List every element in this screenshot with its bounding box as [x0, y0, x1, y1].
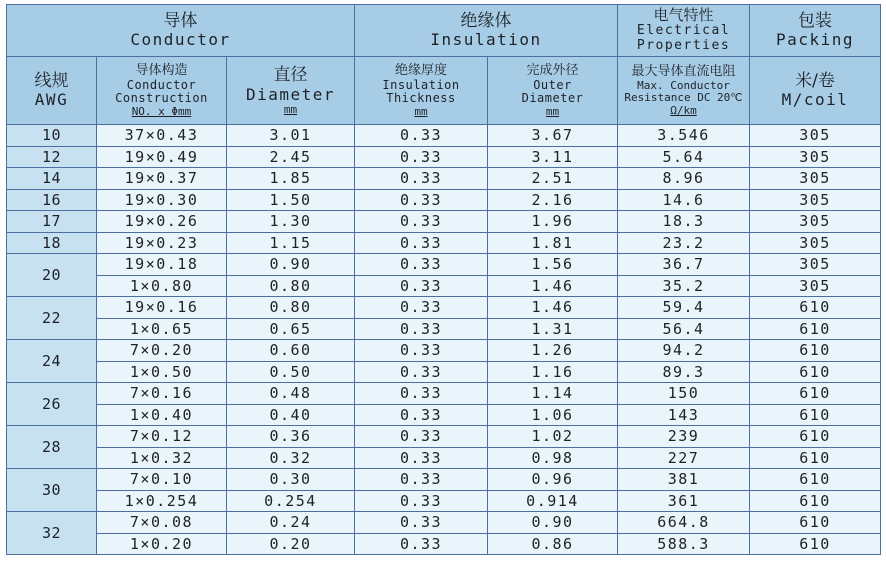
outer-cell: 1.56 [488, 254, 618, 276]
coil-header [750, 57, 881, 125]
construction-header [97, 57, 227, 125]
table-row [7, 254, 881, 276]
thickness-cell: 0.33 [355, 254, 488, 276]
outer-cell: 1.96 [488, 211, 618, 233]
outer-en1: Outer [533, 77, 572, 92]
thickness-cell: 0.33 [355, 340, 488, 362]
spec-body [7, 125, 881, 555]
diameter-cell: 0.36 [227, 426, 355, 448]
awg-cell: 26 [7, 383, 97, 426]
thickness-cell: 0.33 [355, 512, 488, 534]
resistance-cell: 361 [618, 490, 750, 512]
outer-cell: 1.02 [488, 426, 618, 448]
construction-en1: Conductor [126, 77, 197, 92]
resistance-en2: Resistance DC 20℃ [624, 91, 743, 105]
diameter-cell: 0.30 [227, 469, 355, 491]
resistance-cell: 5.64 [618, 146, 750, 168]
coil-cell: 610 [750, 361, 881, 383]
awg-cell: 10 [7, 125, 97, 147]
awg-cell: 16 [7, 189, 97, 211]
awg-cell: 17 [7, 211, 97, 233]
diameter-cell: 1.85 [227, 168, 355, 190]
outer-cell: 2.16 [488, 189, 618, 211]
resistance-cell: 18.3 [618, 211, 750, 233]
diameter-cn: 直径 [273, 65, 308, 86]
construction-cn: 导体构造 [135, 62, 188, 78]
construction-cell: 19×0.37 [97, 168, 227, 190]
header-row-group [7, 5, 881, 57]
resistance-cell: 35.2 [618, 275, 750, 297]
coil-cell: 305 [750, 125, 881, 147]
construction-cell: 1×0.65 [97, 318, 227, 340]
outer-cell: 0.90 [488, 512, 618, 534]
construction-en2: Construction [115, 91, 208, 106]
coil-cell: 305 [750, 146, 881, 168]
thickness-cell: 0.33 [355, 275, 488, 297]
diameter-cell: 1.15 [227, 232, 355, 254]
coil-cell: 305 [750, 232, 881, 254]
outer-en2: Diameter [521, 91, 584, 106]
outer-cell: 1.26 [488, 340, 618, 362]
construction-cell: 1×0.32 [97, 447, 227, 469]
table-row [7, 189, 881, 211]
diameter-cell: 0.80 [227, 297, 355, 319]
outer-cell: 0.86 [488, 533, 618, 555]
coil-cell: 305 [750, 211, 881, 233]
diameter-cell: 1.30 [227, 211, 355, 233]
table-row [7, 232, 881, 254]
diameter-en: Diameter [245, 84, 336, 104]
coil-cell: 610 [750, 383, 881, 405]
diameter-cell: 0.32 [227, 447, 355, 469]
table-row [7, 168, 881, 190]
awg-cell: 14 [7, 168, 97, 190]
outer-cell: 0.96 [488, 469, 618, 491]
outer-cell: 1.16 [488, 361, 618, 383]
awg-en: AWG [34, 90, 69, 110]
construction-cell: 7×0.12 [97, 426, 227, 448]
resistance-cell: 89.3 [618, 361, 750, 383]
diameter-cell: 0.80 [227, 275, 355, 297]
diameter-cell: 0.254 [227, 490, 355, 512]
outer-cell: 3.11 [488, 146, 618, 168]
table-row [7, 297, 881, 319]
resistance-cell: 239 [618, 426, 750, 448]
resistance-cn: 最大导体直流电阻 [631, 63, 736, 79]
construction-cell: 19×0.16 [97, 297, 227, 319]
thickness-cell: 0.33 [355, 146, 488, 168]
resistance-en1: Max. Conductor [637, 78, 730, 92]
construction-cell: 1×0.254 [97, 490, 227, 512]
coil-cell: 305 [750, 189, 881, 211]
awg-cell: 30 [7, 469, 97, 512]
resistance-cell: 23.2 [618, 232, 750, 254]
diameter-cell: 0.24 [227, 512, 355, 534]
thickness-cell: 0.33 [355, 404, 488, 426]
resistance-cell: 3.546 [618, 125, 750, 147]
outer-cell: 1.46 [488, 297, 618, 319]
construction-unit: NO. x Φmm [131, 105, 192, 119]
resistance-cell: 227 [618, 447, 750, 469]
resistance-cell: 150 [618, 383, 750, 405]
outer-cell: 1.06 [488, 404, 618, 426]
diameter-cell: 0.48 [227, 383, 355, 405]
resistance-cell: 14.6 [618, 189, 750, 211]
packing-header [750, 5, 881, 57]
thickness-cell: 0.33 [355, 168, 488, 190]
construction-cell: 19×0.30 [97, 189, 227, 211]
table-row [7, 318, 881, 340]
thickness-cell: 0.33 [355, 297, 488, 319]
resistance-cell: 588.3 [618, 533, 750, 555]
thickness-cell: 0.33 [355, 490, 488, 512]
outer-cell: 1.31 [488, 318, 618, 340]
thickness-cell: 0.33 [355, 361, 488, 383]
table-row [7, 447, 881, 469]
coil-cell: 305 [750, 168, 881, 190]
coil-cn: 米/卷 [795, 70, 835, 91]
construction-cell: 7×0.20 [97, 340, 227, 362]
table-row [7, 426, 881, 448]
awg-cell: 28 [7, 426, 97, 469]
coil-cell: 610 [750, 318, 881, 340]
diameter-cell: 0.65 [227, 318, 355, 340]
thickness-cell: 0.33 [355, 469, 488, 491]
outer-cell: 0.914 [488, 490, 618, 512]
construction-cell: 1×0.50 [97, 361, 227, 383]
diameter-cell: 0.90 [227, 254, 355, 276]
table-row [7, 146, 881, 168]
awg-cell: 12 [7, 146, 97, 168]
diameter-cell: 2.45 [227, 146, 355, 168]
outer-cell: 1.14 [488, 383, 618, 405]
diameter-unit: mm [283, 102, 298, 116]
coil-cell: 610 [750, 404, 881, 426]
awg-header [7, 57, 97, 125]
resistance-cell: 664.8 [618, 512, 750, 534]
electrical-en1: Electrical [636, 23, 731, 39]
diameter-cell: 0.40 [227, 404, 355, 426]
insulation-header [355, 5, 618, 57]
coil-cell: 305 [750, 254, 881, 276]
outer-cell: 2.51 [488, 168, 618, 190]
construction-cell: 19×0.26 [97, 211, 227, 233]
packing-en: Packing [776, 30, 854, 50]
thickness-cell: 0.33 [355, 426, 488, 448]
thickness-unit: mm [414, 105, 428, 119]
awg-cell: 20 [7, 254, 97, 297]
thickness-en1: Insulation [382, 77, 460, 92]
conductor-header [7, 5, 355, 57]
awg-cell: 24 [7, 340, 97, 383]
resistance-cell: 59.4 [618, 297, 750, 319]
table-row [7, 533, 881, 555]
thickness-cell: 0.33 [355, 533, 488, 555]
table-row [7, 512, 881, 534]
construction-cell: 1×0.80 [97, 275, 227, 297]
thickness-cell: 0.33 [355, 189, 488, 211]
electrical-cn: 电气特性 [653, 5, 714, 24]
thickness-cell: 0.33 [355, 318, 488, 340]
coil-cell: 610 [750, 469, 881, 491]
wire-spec-table [6, 4, 881, 555]
construction-cell: 1×0.40 [97, 404, 227, 426]
construction-cell: 1×0.20 [97, 533, 227, 555]
conductor-cn: 导体 [163, 10, 198, 31]
outer-cell: 1.81 [488, 232, 618, 254]
diameter-cell: 0.50 [227, 361, 355, 383]
table-row [7, 469, 881, 491]
thickness-en2: Thickness [386, 91, 456, 106]
construction-cell: 7×0.08 [97, 512, 227, 534]
table-row [7, 211, 881, 233]
construction-cell: 7×0.16 [97, 383, 227, 405]
resistance-cell: 8.96 [618, 168, 750, 190]
construction-cell: 19×0.18 [97, 254, 227, 276]
coil-cell: 610 [750, 340, 881, 362]
thickness-cell: 0.33 [355, 211, 488, 233]
table-row [7, 340, 881, 362]
awg-cell: 32 [7, 512, 97, 555]
thickness-cn: 绝缘厚度 [394, 62, 447, 78]
outer-diameter-header [488, 57, 618, 125]
resistance-cell: 94.2 [618, 340, 750, 362]
coil-cell: 610 [750, 426, 881, 448]
awg-cn: 线规 [34, 70, 69, 91]
insulation-en: Insulation [430, 30, 542, 50]
resistance-cell: 143 [618, 404, 750, 426]
coil-en: M/coil [781, 90, 849, 110]
table-row [7, 125, 881, 147]
construction-cell: 37×0.43 [97, 125, 227, 147]
outer-cell: 0.98 [488, 447, 618, 469]
thickness-cell: 0.33 [355, 383, 488, 405]
insulation-cn: 绝缘体 [460, 10, 512, 31]
header-row-sub [7, 57, 881, 125]
coil-cell: 610 [750, 447, 881, 469]
diameter-cell: 3.01 [227, 125, 355, 147]
table-row [7, 275, 881, 297]
outer-cell: 1.46 [488, 275, 618, 297]
diameter-cell: 1.50 [227, 189, 355, 211]
thickness-cell: 0.33 [355, 447, 488, 469]
coil-cell: 610 [750, 297, 881, 319]
table-row [7, 404, 881, 426]
coil-cell: 610 [750, 512, 881, 534]
diameter-cell: 0.20 [227, 533, 355, 555]
coil-cell: 610 [750, 533, 881, 555]
outer-unit: mm [545, 105, 560, 119]
resistance-header [618, 57, 750, 125]
resistance-unit: Ω/km [670, 104, 697, 118]
diameter-header [227, 57, 355, 125]
resistance-cell: 36.7 [618, 254, 750, 276]
coil-cell: 305 [750, 275, 881, 297]
construction-cell: 19×0.23 [97, 232, 227, 254]
construction-cell: 7×0.10 [97, 469, 227, 491]
table-row [7, 361, 881, 383]
conductor-en: Conductor [130, 30, 231, 50]
resistance-cell: 56.4 [618, 318, 750, 340]
thickness-cell: 0.33 [355, 125, 488, 147]
outer-cell: 3.67 [488, 125, 618, 147]
diameter-cell: 0.60 [227, 340, 355, 362]
table-row [7, 383, 881, 405]
awg-cell: 22 [7, 297, 97, 340]
packing-cn: 包装 [798, 10, 833, 31]
electrical-header [618, 5, 750, 57]
thickness-header [355, 57, 488, 125]
resistance-cell: 381 [618, 469, 750, 491]
awg-cell: 18 [7, 232, 97, 254]
electrical-en2: Properties [636, 38, 731, 54]
construction-cell: 19×0.49 [97, 146, 227, 168]
thickness-cell: 0.33 [355, 232, 488, 254]
coil-cell: 610 [750, 490, 881, 512]
table-row [7, 490, 881, 512]
outer-cn: 完成外径 [526, 62, 579, 78]
